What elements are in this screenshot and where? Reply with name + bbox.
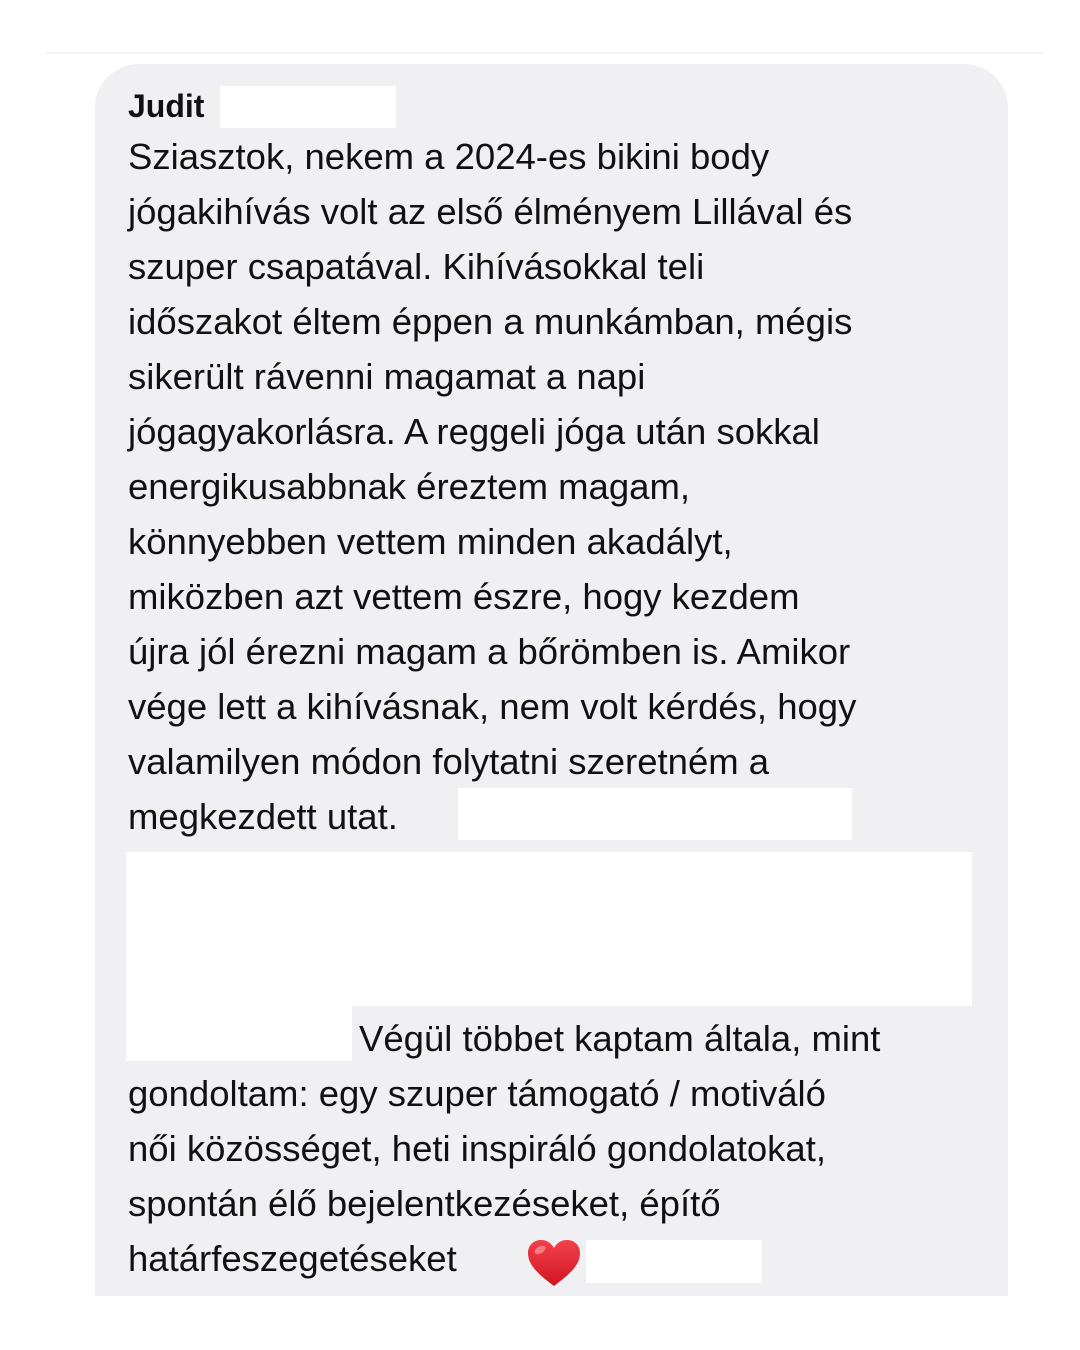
comment-text-line: Végül többet kaptam általa, mint (359, 1018, 881, 1059)
comment-text-line: időszakot éltem éppen a munkámban, mégis (128, 301, 853, 342)
comment-text-line: jógagyakorlásra. A reggeli jóga után sokkal (128, 411, 820, 452)
redacted-text-block (458, 788, 852, 840)
comment-text-line: valamilyen módon folytatni szeretném a (128, 741, 770, 782)
comment-text-line: jógakihívás volt az első élményem Lillával és (128, 191, 853, 232)
top-divider (46, 52, 1043, 54)
comment-author-name[interactable]: Judit (128, 88, 205, 124)
comment-text-line: gondoltam: egy szuper támogató / motiváló (128, 1073, 826, 1114)
comment-text-line: megkezdett utat. (128, 796, 398, 837)
heart-icon (526, 1238, 582, 1288)
comment-text-line: női közösséget, heti inspiráló gondolatokat, (128, 1128, 827, 1169)
comment-text-line: spontán élő bejelentkezéseket, építő (128, 1183, 721, 1224)
redacted-text-block (126, 852, 972, 1006)
comment-bubble (95, 64, 1008, 1296)
comment-text-line: határfeszegetéseket (128, 1238, 457, 1279)
comment-text-line: könnyebben vettem minden akadályt, (128, 521, 733, 562)
comment-text-line: újra jól érezni magam a bőrömben is. Amikor (128, 631, 851, 672)
comment-text-line: szuper csapatával. Kihívásokkal teli (128, 246, 705, 287)
redacted-text-block (586, 1240, 762, 1283)
comment-text-line: Sziasztok, nekem a 2024-es bikini body (128, 136, 770, 177)
comment-text-line: vége lett a kihívásnak, nem volt kérdés, hogy (128, 686, 857, 727)
comment-text-line: miközben azt vettem észre, hogy kezdem (128, 576, 800, 617)
redacted-text-block (126, 1006, 352, 1061)
comment-text-line: sikerült rávenni magamat a napi (128, 356, 646, 397)
redacted-author-surname (220, 86, 396, 128)
comment-text-line: energikusabbnak éreztem magam, (128, 466, 690, 507)
